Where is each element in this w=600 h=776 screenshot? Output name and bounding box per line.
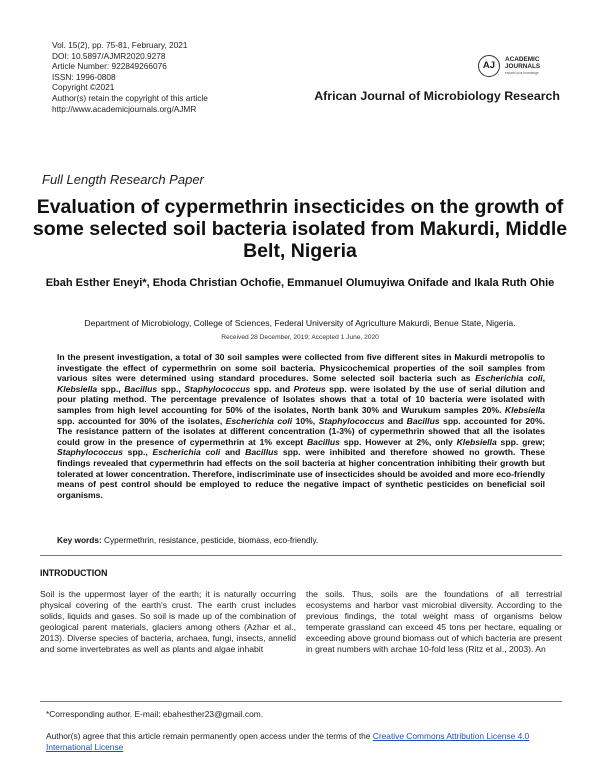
section-divider [40,555,562,556]
abstract-text: spp., [97,383,125,394]
journal-url[interactable]: http://www.academicjournals.org/AJMR [52,103,197,114]
abstract-text: spp. However at 2%, only [339,436,457,447]
retain-line: Author(s) retain the copyright of this article [52,92,208,103]
abstract-text: spp. and [250,383,294,394]
introduction-heading: INTRODUCTION [40,568,108,578]
abstract-text: spp. were inhibited and therefore showed no growth. These findings revealed that cypermethrin had effects on the soil bacteria at higher concentration inhibiting their growth but tolerated at lower concentration. Therefore, indiscriminate use of insecticides should be avoided and more eco-friendly means of pest control should be employed to reduce the negative impact of synthetic pesticides on beneficial soil organisms. [57,447,545,500]
intro-column-left: Soil is the uppermost layer of the earth; it is naturally occurring physical covering of the earth's crust. The earth crust includes solids, liquids and gases. So soil is made up of the combination of geological parent materials, glaciers among others (Azhar et al., 2013). Diverse species of bacteria, archaea, fungi, insects, annelid and some invertebrates as well as plants and algae inhabit [40,589,296,654]
logo-tagline: expand your knowledge [505,71,539,75]
species-name: Klebsiella [456,436,497,447]
species-name: Escherichia coli [225,415,293,426]
volume-line: Vol. 15(2), pp. 75-81, February, 2021 [52,40,188,50]
species-name: Escherichia coli [152,447,221,458]
abstract-text: In the present investigation, a total of 30 soil samples were collected from five different sites in Makurdi metropolis to investigate the effect of cypermethrin on some soil bacteria. Physicochemical properties of the soil samples from various sites were determined using standard procedures. Some selected soil bacteria such as [57,352,545,384]
abstract-text: spp. grew; [496,436,545,447]
intro-column-right: the soils. Thus, soils are the foundations of all terrestrial ecosystems and harbor vast microbial diversity. According to the previous findings, the total weight mass of organisms below temperate grassland can exceed 45 tons per hectare, equaling or exceeding above ground biomass out of which bacteria are present in great numbers with archae 10-fold less (Ritz et al., 2003). An [306,589,562,654]
abstract-text: , [542,373,545,384]
journal-name: African Journal of Microbiology Research [314,89,560,103]
species-name: Bacillus [406,415,440,426]
paper-type: Full Length Research Paper [42,172,204,187]
abstract-text: spp., [157,383,185,394]
abstract-text: spp. accounted for 20%. The resistance pattern of the isolates at different concentration (1-3%) of cypermethrin showed that all the isolates could grow in the presence of cypermethrin at 1% except [57,415,545,447]
license-prefix: Author(s) agree that this article remain permanently open access under the terms of the [46,731,373,741]
species-name: Bacillus [245,447,279,458]
species-name: Klebsiella [57,383,98,394]
species-name: Staphylococcus [318,415,385,426]
abstract-text: 10%, [292,415,319,426]
article-number-line: Article Number: 922849266076 [52,61,167,72]
paper-title: Evaluation of cypermethrin insecticides on the growth of some selected soil bacteria isolated from Makurdi, Middle Belt, Nigeria [32,196,568,262]
keywords-text: Cypermethrin, resistance, pesticide, biomass, eco-friendly. [101,535,319,545]
species-name: Escherichia coli [475,373,543,384]
abstract-text: and [220,447,246,458]
license-link[interactable]: Creative Commons Attribution License 4.0 International License [46,731,530,752]
author-list: Ebah Esther Eneyi*, Ehoda Christian Ochofie, Emmanuel Olumuyiwa Onifade and Ikala Ruth Ohie [45,277,555,289]
issn-line: ISSN: 1996-0808 [52,71,116,82]
species-name: Staphylococcus [57,447,123,458]
footnote-divider [40,701,562,702]
copyright-line: Copyright ©2021 [52,82,115,93]
logo-text [505,56,540,71]
received-accepted-dates: Received 28 December, 2019; Accepted 1 June, 2020 [221,334,379,341]
logo-line2: JOURNALS [505,63,541,71]
license-statement [46,731,564,753]
abstract [57,352,545,500]
species-name: Staphylococcus [184,383,251,394]
abstract-text: spp. accounted for 30% of the isolates, [57,415,226,426]
article-metadata [52,40,208,114]
species-name: Bacillus [306,436,340,447]
keywords-label: Key words: [57,535,102,545]
species-name: Bacillus [124,383,158,394]
abstract-text: and [384,415,407,426]
logo-line1: ACADEMIC [505,56,540,63]
affiliation: Department of Microbiology, College of Sciences, Federal University of Agriculture Makurdi, Benue State, Nigeria. [84,318,516,328]
abstract-text: spp., [122,447,153,458]
academic-journals-logo [478,54,568,80]
species-name: Proteus [293,383,326,394]
logo-initials-icon: AJ [478,55,500,77]
corresponding-author: *Corresponding author. E-mail: ebahesther23@gmail.com. [46,709,264,719]
abstract-text: spp. were isolated by the use of serial dilution and pour plating method. The percentage prevalence of Isolates shows that a total of 10 bacteria were isolated with samples from high level accounting for 50% of the isolates, North bank 30% and Wurukum samples 20%. [57,383,546,415]
keywords [57,535,545,545]
species-name: Klebsiella [504,404,545,415]
doi-line: DOI: 10.5897/AJMR2020.9278 [52,50,166,61]
